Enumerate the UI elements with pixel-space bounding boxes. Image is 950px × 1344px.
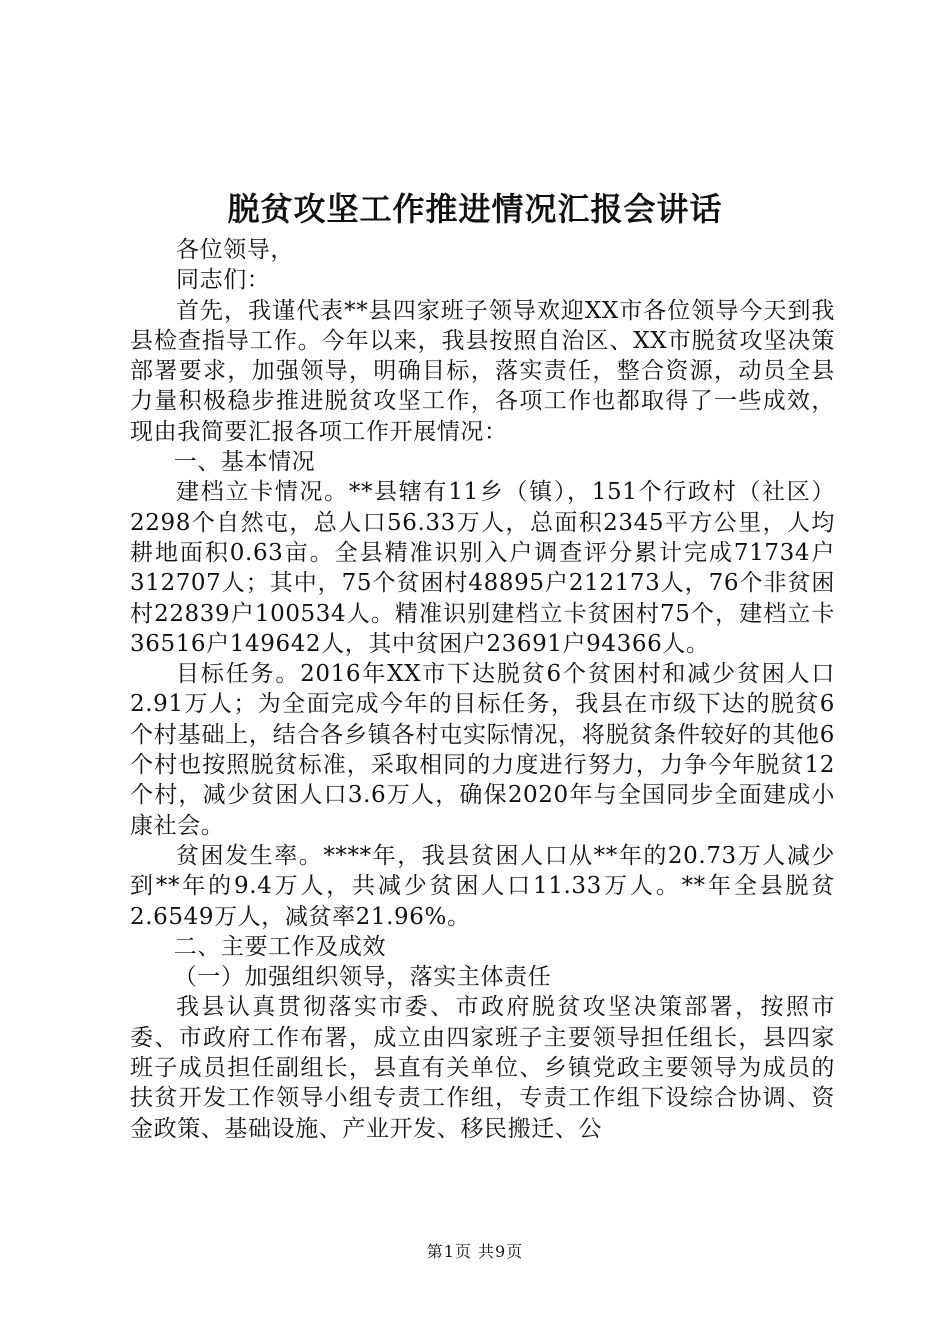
salutation-comrades: 同志们： — [176, 267, 271, 294]
paragraph-poverty-rate: 贫困发生率。****年，我县贫困人口从**年的20.73万人减少到**年的9.4万人，共减少贫困人口11.33万人。**年全县脱贫2.6549万人，减贫率21.96%。 — [130, 842, 835, 930]
document-title: 脱贫攻坚工作推进情况汇报会讲话 — [227, 190, 723, 228]
paragraph-registration: 建档立卡情况。**县辖有11乡（镇），151个行政村（社区）2298个自然屯，总人口56.33万人，总面积2345平方公里，人均耕地面积0.63亩。全县精准识别入户调查评分累计完成71734户312707人；其中，75个贫困村48895户212173人，76个非贫困村22839户100534人。精准识别建档立卡贫困村75个，建档立卡36516户149642人，其中贫困户23691户94366人。 — [130, 479, 835, 657]
subsection-heading-leadership: （一）加强组织领导，落实主体责任 — [173, 964, 552, 991]
section-heading-main-work: 二、主要工作及成效 — [173, 933, 387, 960]
page-indicator: 第1页 共9页 — [426, 1242, 524, 1261]
document-body — [130, 235, 835, 1144]
salutation-leaders: 各位领导， — [176, 237, 294, 263]
paragraph-targets: 目标任务。2016年XX市下达脱贫6个贫困村和减少贫困人口2.91万人；为全面完成今年的目标任务，我县在市级下达的脱贫6个村基础上，结合各乡镇各村屯实际情况，将脱贫条件较好的其他6个村也按照脱贫标准，采取相同的力度进行努力，力争今年脱贫12个村，减少贫困人口3.6万人，确保2020年与全国同步全面建成小康社会。 — [130, 661, 835, 839]
paragraph-leadership: 我县认真贯彻落实市委、市政府脱贫攻坚决策部署，按照市委、市政府工作布署，成立由四家班子主要领导担任组长，县四家班子成员担任副组长，县直有关单位、乡镇党政主要领导为成员的扶贫开发工作领导小组专责工作组，专责工作组下设综合协调、资金政策、基础设施、产业开发、移民搬迁、公 — [130, 994, 835, 1142]
paragraph-opening: 首先，我谨代表**县四家班子领导欢迎XX市各位领导今天到我县检查指导工作。今年以来，我县按照自治区、XX市脱贫攻坚决策部署要求，加强领导，明确目标，落实责任，整合资源，动员全县力量积极稳步推进脱贫攻坚工作，各项工作也都取得了一些成效，现由我简要汇报各项工作开展情况： — [130, 297, 835, 445]
section-heading-basic-situation: 一、基本情况 — [173, 449, 316, 476]
